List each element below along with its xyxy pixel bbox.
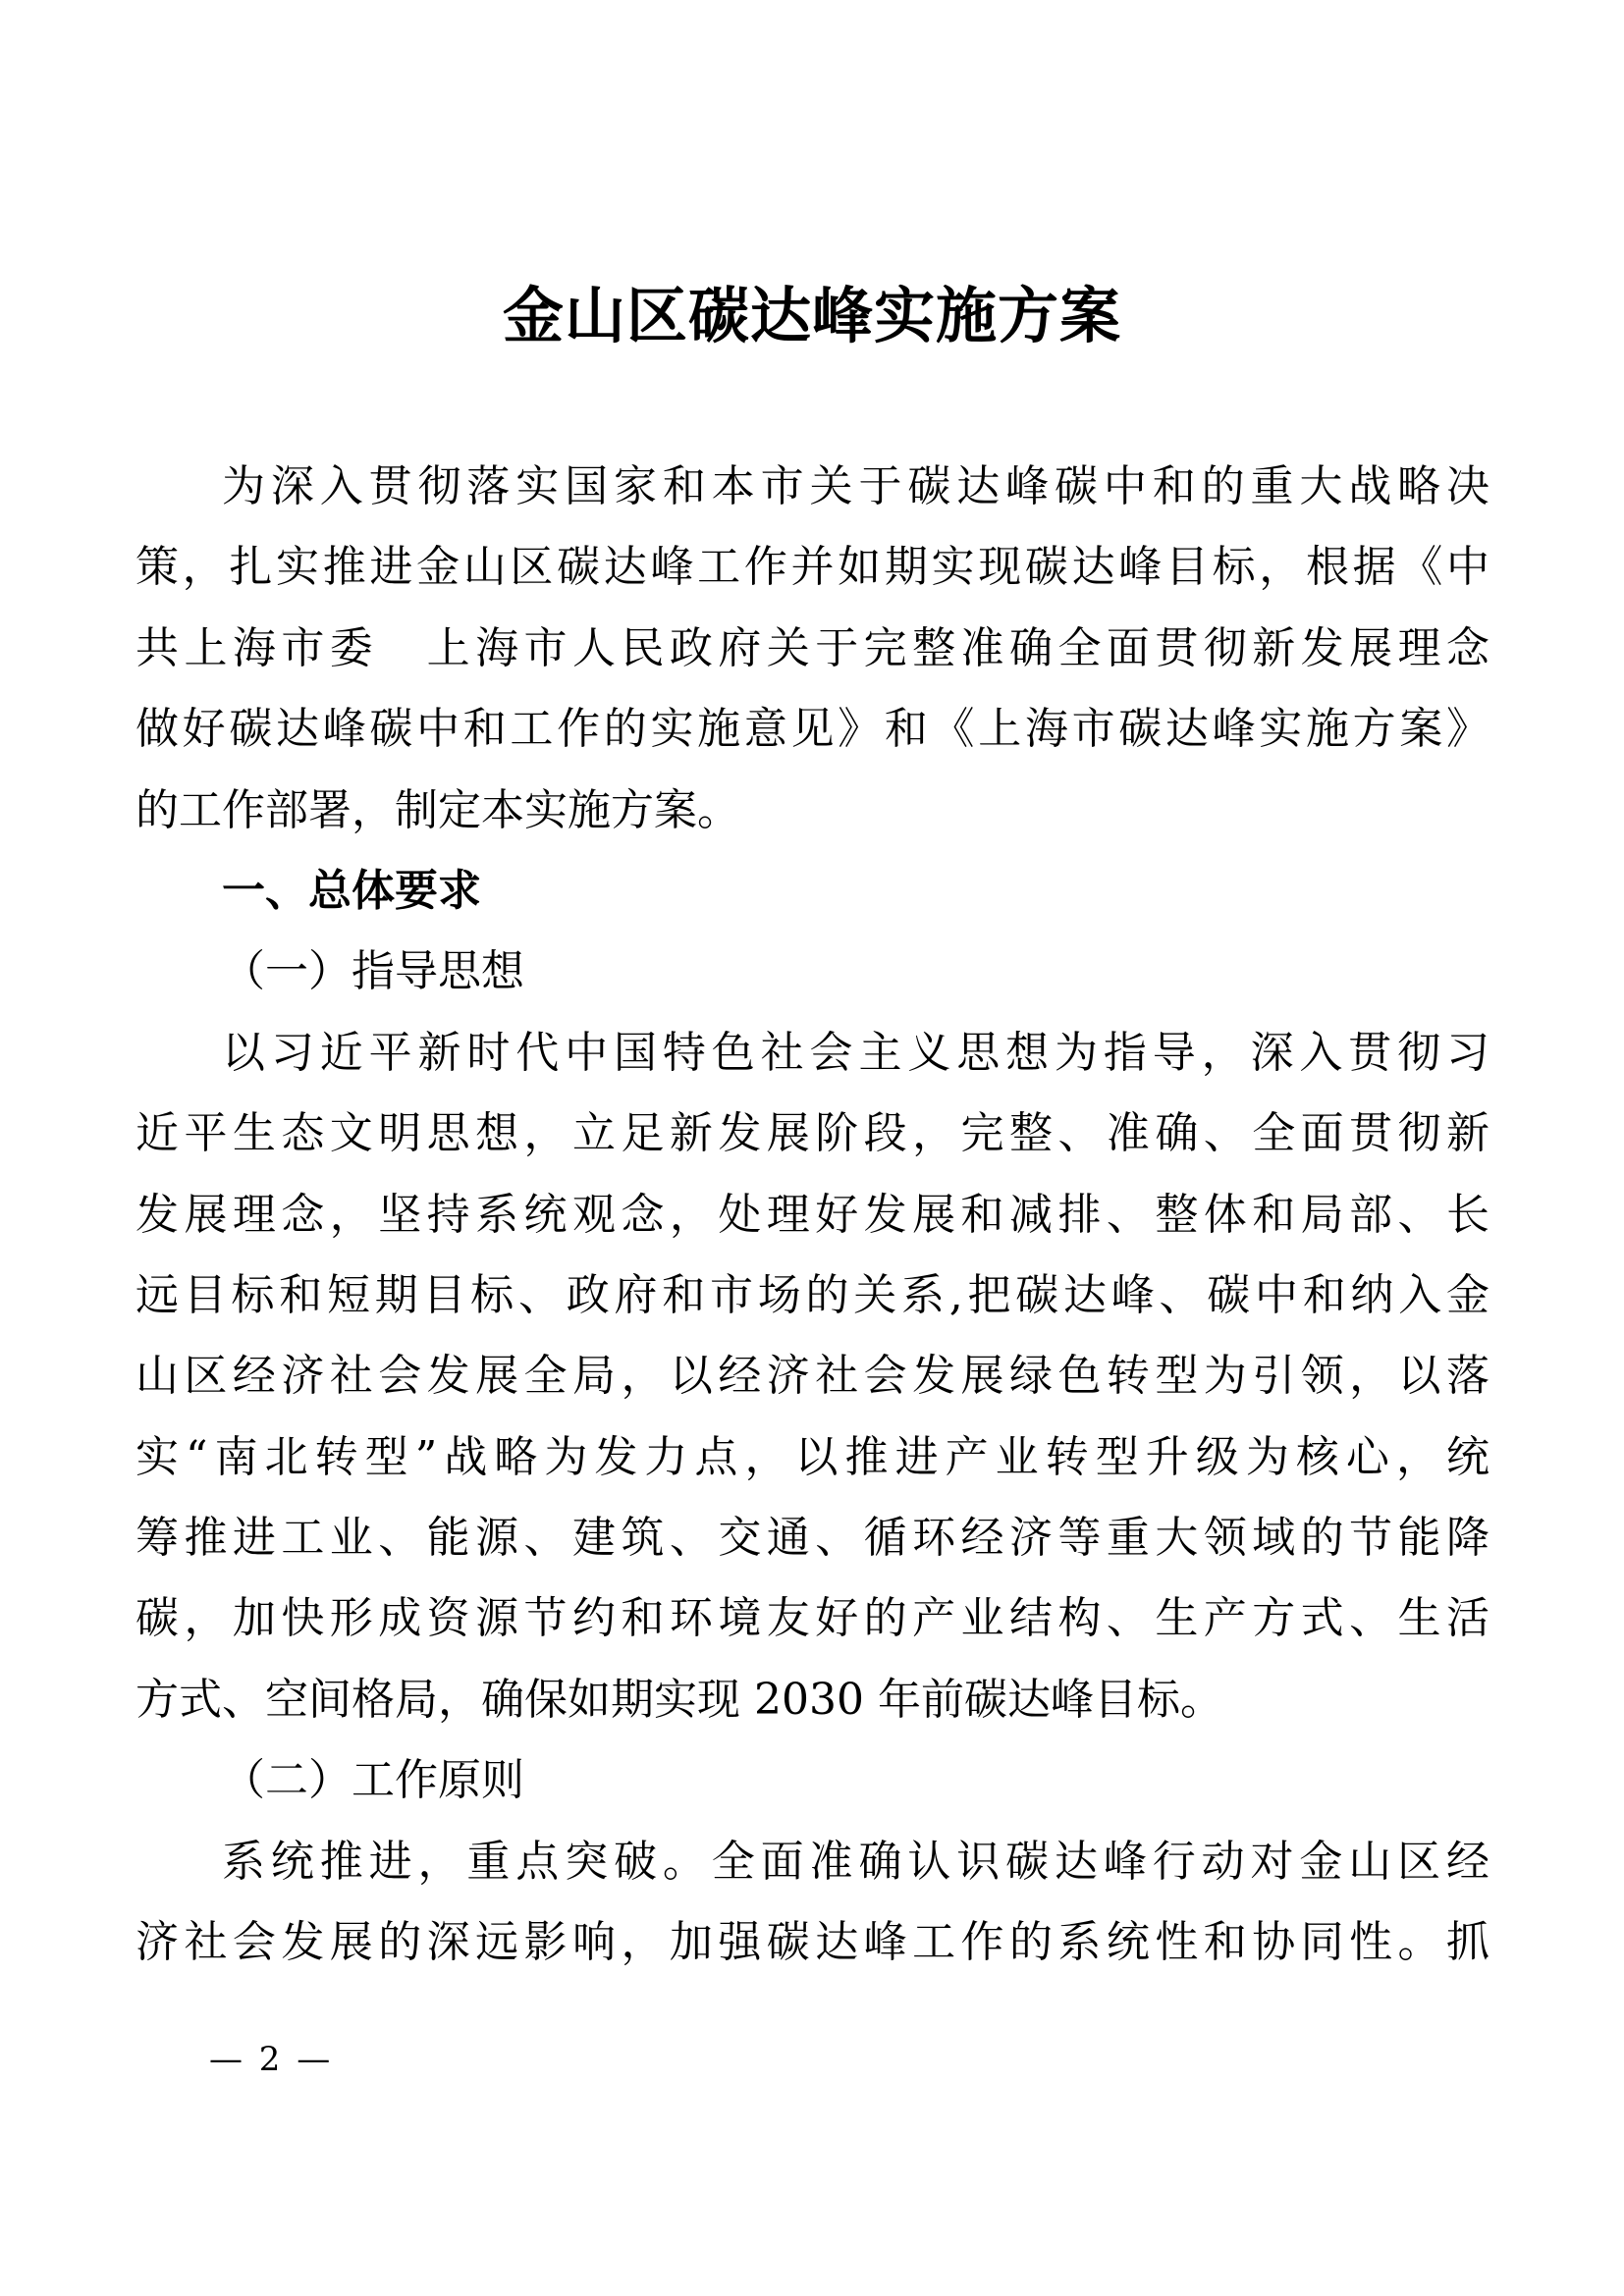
body-text-line: 远目标和短期目标、政府和市场的关系,把碳达峰、碳中和纳入金 (135, 1269, 1489, 1320)
body-text-line: 碳，加快形成资源节约和环境友好的产业结构、生产方式、生活 (135, 1593, 1489, 1644)
body-text-line: 系统推进，重点突破。全面准确认识碳达峰行动对金山区经 (222, 1836, 1489, 1887)
body-text-line: 山区经济社会发展全局，以经济社会发展绿色转型为引领，以落 (135, 1351, 1489, 1402)
document-body (135, 447, 1489, 1983)
body-text-line: 以习近平新时代中国特色社会主义思想为指导，深入贯彻习 (222, 1027, 1489, 1078)
body-text-line: 的工作部署，制定本实施方案。 (135, 784, 740, 835)
heading2-text: （一）指导思想 (222, 946, 524, 997)
body-text-line: 筹推进工业、能源、建筑、交通、循环经济等重大领域的节能降 (135, 1513, 1489, 1564)
heading2-text: （二）工作原则 (222, 1755, 524, 1806)
body-text-line: 实“南北转型”战略为发力点，以推进产业转型升级为核心，统 (135, 1431, 1489, 1482)
body-text-line: 近平生态文明思想，立足新发展阶段，完整、准确、全面贯彻新 (135, 1108, 1489, 1159)
body-text-line: 共上海市委 上海市人民政府关于完整准确全面贯彻新发展理念 (135, 622, 1489, 673)
body-text-line: 方式、空间格局，确保如期实现 2030 年前碳达峰目标。 (135, 1674, 1223, 1725)
body-text-line: 策，扎实推进金山区碳达峰工作并如期实现碳达峰目标，根据《中 (135, 542, 1489, 593)
heading1-text: 一、总体要求 (222, 865, 481, 916)
body-text-line: 为深入贯彻落实国家和本市关于碳达峰碳中和的重大战略决 (222, 461, 1489, 511)
document-title: 金山区碳达峰实施方案 (502, 280, 1121, 351)
body-text-line: 济社会发展的深远影响，加强碳达峰工作的系统性和协同性。抓 (135, 1917, 1489, 1968)
body-text-line: 发展理念，坚持系统观念，处理好发展和减排、整体和局部、长 (135, 1189, 1489, 1240)
page-number: — 2 — (209, 2040, 334, 2079)
body-text-line: 做好碳达峰碳中和工作的实施意见》和《上海市碳达峰实施方案》 (135, 704, 1489, 755)
